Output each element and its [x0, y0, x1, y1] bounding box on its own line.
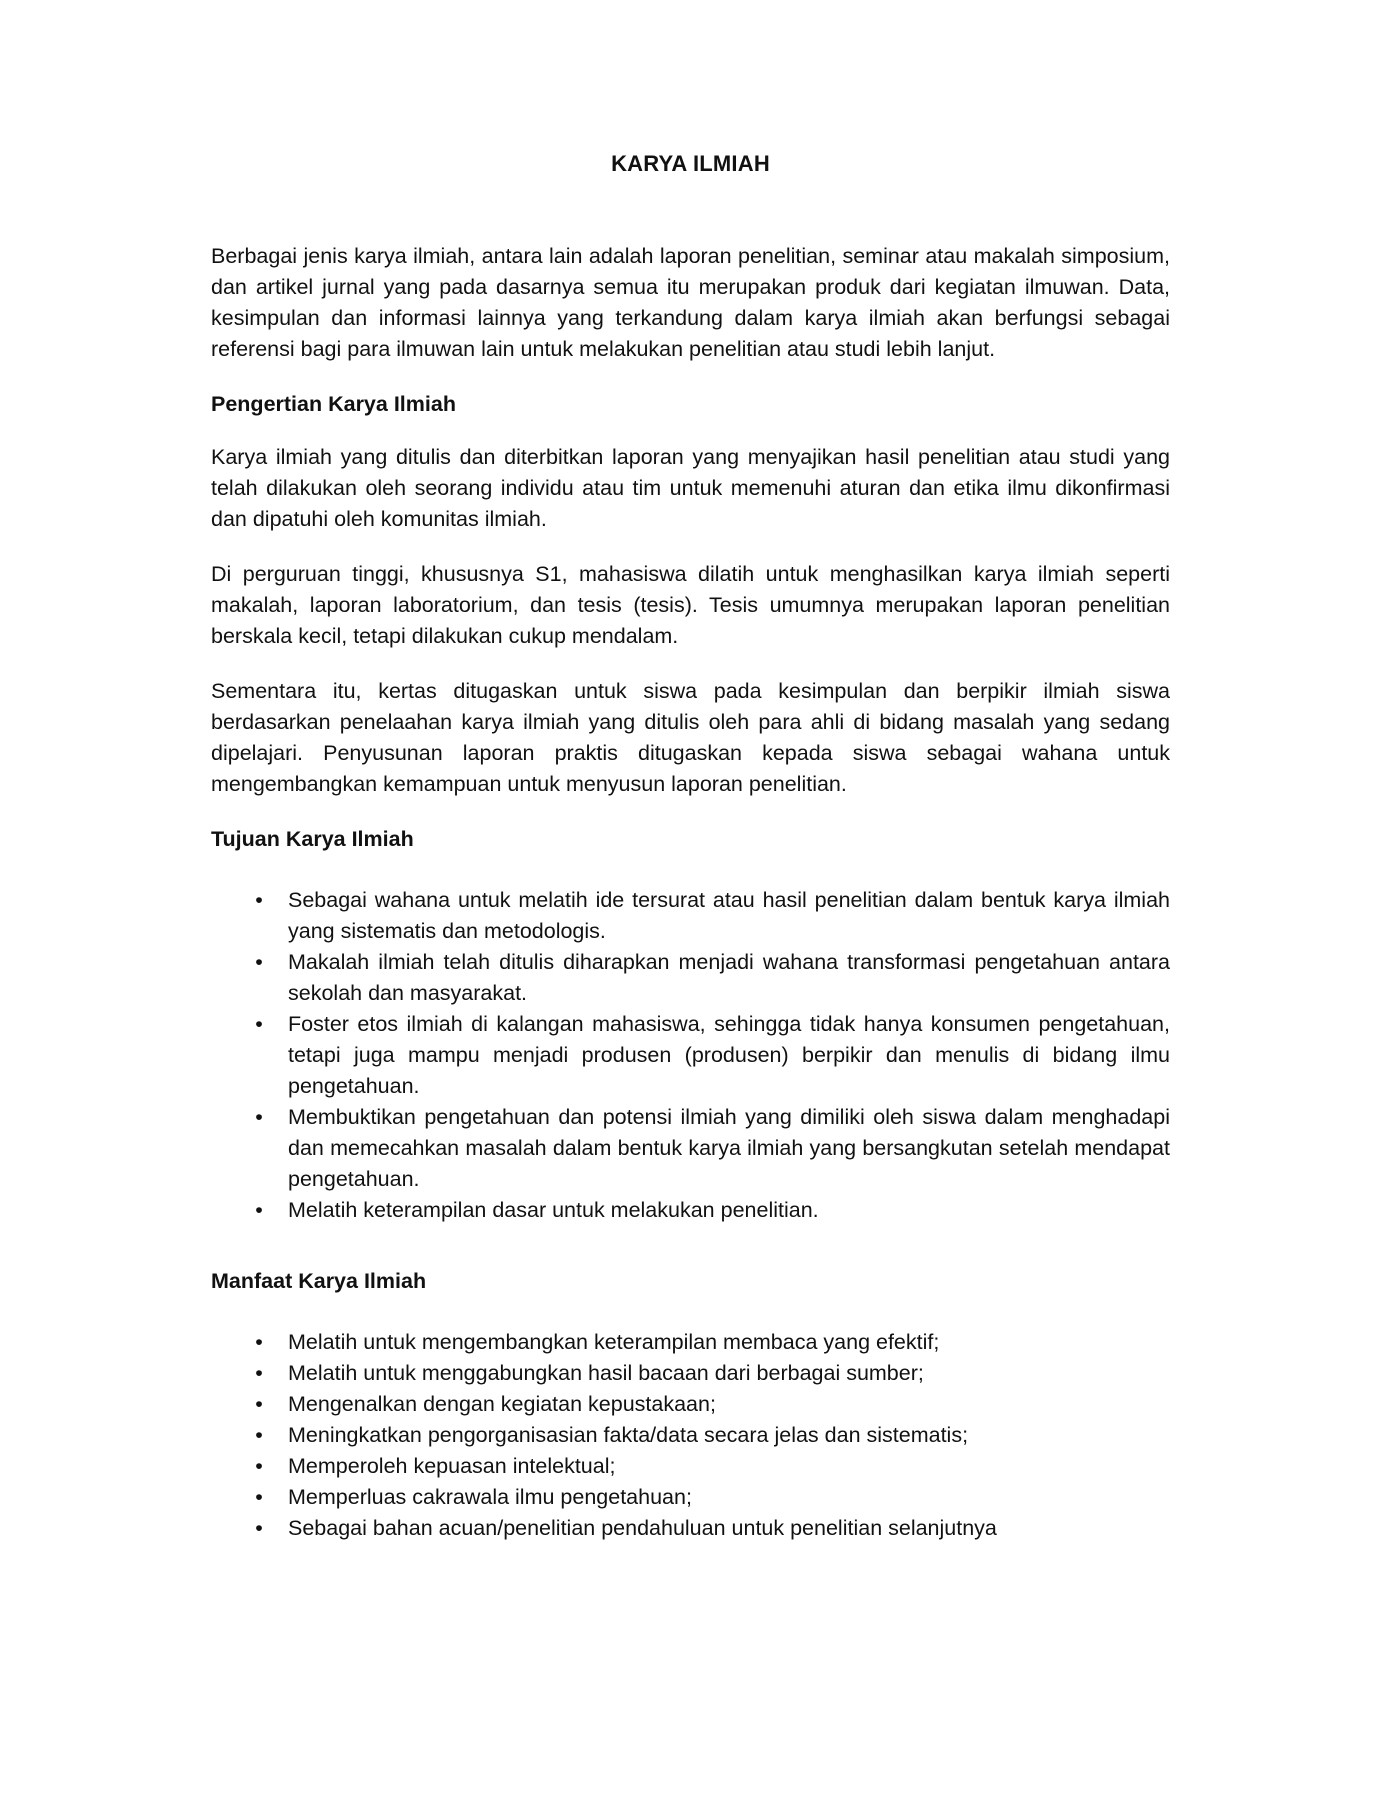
bullet-icon: • [255, 1423, 263, 1447]
bullet-icon: • [255, 1485, 263, 1509]
intro-paragraph: Berbagai jenis karya ilmiah, antara lain adalah laporan penelitian, seminar atau makalah simposium, dan artikel jurnal yang pada dasarnya semua itu merupakan produk dari kegiatan ilmuwan. Data, kesimpulan dan informasi lainnya yang terkandung dalam karya ilmiah akan berfungsi sebagai referensi bagi para ilmuwan lain untuk melakukan penelitian atau studi lebih lanjut. [211, 244, 1170, 361]
bullet-icon: • [255, 950, 263, 974]
bullet-icon: • [255, 1454, 263, 1478]
list-item: • Melatih keterampilan dasar untuk melakukan penelitian. [211, 1195, 1170, 1226]
bullet-icon: • [255, 1361, 263, 1385]
section-heading-manfaat: Manfaat Karya Ilmiah [211, 1269, 427, 1293]
document-title: KARYA ILMIAH [611, 151, 770, 176]
list-item: • Mengenalkan dengan kegiatan kepustakaan; [211, 1389, 1170, 1420]
list-item: • Melatih untuk mengembangkan keterampilan membaca yang efektif; [211, 1327, 1170, 1358]
bullet-icon: • [255, 1105, 263, 1129]
pengertian-paragraph-3: Sementara itu, kertas ditugaskan untuk siswa pada kesimpulan dan berpikir ilmiah siswa berdasarkan penelaahan karya ilmiah yang ditulis oleh para ahli di bidang masalah yang sedang dipelajari. Penyusunan laporan praktis ditugaskan kepada siswa sebagai wahana untuk mengembangkan kemampuan untuk menyusun laporan penelitian. [211, 679, 1170, 796]
bullet-icon: • [255, 1012, 263, 1036]
section-heading-pengertian: Pengertian Karya Ilmiah [211, 392, 456, 416]
list-item: • Sebagai bahan acuan/penelitian pendahuluan untuk penelitian selanjutnya [211, 1513, 1170, 1544]
bullet-icon: • [255, 1330, 263, 1354]
bullet-icon: • [255, 1392, 263, 1416]
manfaat-list [211, 1327, 1170, 1544]
list-item: • Melatih untuk menggabungkan hasil bacaan dari berbagai sumber; [211, 1358, 1170, 1389]
list-item: • Meningkatkan pengorganisasian fakta/data secara jelas dan sistematis; [211, 1420, 1170, 1451]
pengertian-paragraph-2: Di perguruan tinggi, khususnya S1, mahasiswa dilatih untuk menghasilkan karya ilmiah seperti makalah, laporan laboratorium, dan tesis (tesis). Tesis umumnya merupakan laporan penelitian berskala kecil, tetapi dilakukan cukup mendalam. [211, 562, 1170, 648]
list-item: • Memperoleh kepuasan intelektual; [211, 1451, 1170, 1482]
pengertian-paragraph-1: Karya ilmiah yang ditulis dan diterbitkan laporan yang menyajikan hasil penelitian atau studi yang telah dilakukan oleh seorang individu atau tim untuk memenuhi aturan dan etika ilmu dikonfirmasi dan dipatuhi oleh komunitas ilmiah. [211, 445, 1170, 531]
bullet-icon: • [255, 1516, 263, 1540]
list-item: • Membuktikan pengetahuan dan potensi ilmiah yang dimiliki oleh siswa dalam menghadapi dan memecahkan masalah dalam bentuk karya ilmiah yang bersangkutan setelah mendapat pengetahuan. [211, 1102, 1170, 1195]
list-item: • Makalah ilmiah telah ditulis diharapkan menjadi wahana transformasi pengetahuan antara sekolah dan masyarakat. [211, 947, 1170, 1009]
tujuan-list [211, 885, 1170, 1226]
document-body [211, 148, 1170, 1574]
section-heading-tujuan: Tujuan Karya Ilmiah [211, 827, 414, 851]
list-item: • Sebagai wahana untuk melatih ide tersurat atau hasil penelitian dalam bentuk karya ilmiah yang sistematis dan metodologis. [211, 885, 1170, 947]
list-item: • Foster etos ilmiah di kalangan mahasiswa, sehingga tidak hanya konsumen pengetahuan, tetapi juga mampu menjadi produsen (produsen) berpikir dan menulis di bidang ilmu pengetahuan. [211, 1009, 1170, 1102]
bullet-icon: • [255, 888, 263, 912]
bullet-icon: • [255, 1198, 263, 1222]
list-item: • Memperluas cakrawala ilmu pengetahuan; [211, 1482, 1170, 1513]
